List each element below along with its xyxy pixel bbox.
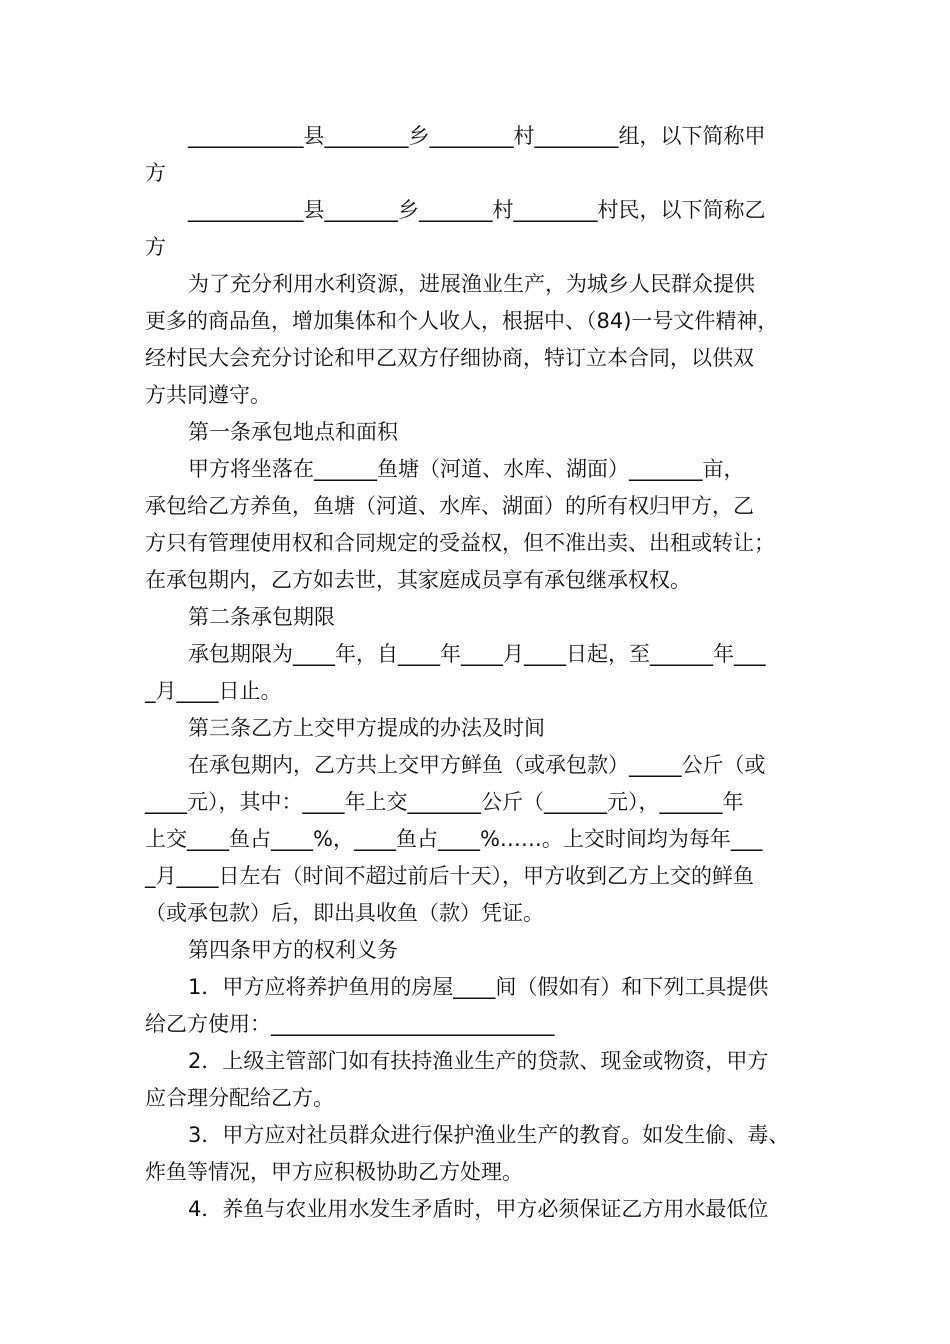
- article-3-line: 在承包期内，乙方共上交甲方鲜鱼（或承包款）_____公斤（或: [188, 753, 766, 777]
- article-1-line: 承包给乙方养鱼，鱼塘（河道、水库、湖面）的所有权归甲方，乙: [145, 494, 754, 518]
- preamble-line: 经村民大会充分讨论和甲乙双方仔细协商，特订立本合同，以供双: [145, 346, 754, 370]
- article-1-line: 甲方将坐落在______鱼塘（河道、水库、湖面）_______亩，: [188, 457, 745, 481]
- article-4-title: 第四条甲方的权利义务: [188, 938, 398, 962]
- article-1-title: 第一条承包地点和面积: [188, 420, 398, 444]
- party-a-line: ___________县________乡________村________组，以下简称甲: [188, 124, 766, 148]
- article-3-title: 第三条乙方上交甲方提成的办法及时间: [188, 716, 545, 740]
- article-2-title: 第二条承包期限: [188, 605, 335, 629]
- article-4-item-3-cont: 炸鱼等情况，甲方应积极协助乙方处理。: [145, 1160, 523, 1184]
- article-1-line: 方只有管理使用权和合同规定的受益权，但不准出卖、出租或转让；: [145, 531, 775, 555]
- party-b-line-cont: 方: [145, 235, 166, 259]
- article-4-item-1-cont: 给乙方使用：___________________________: [145, 1012, 555, 1036]
- article-4-item-1: 1．甲方应将养护鱼用的房屋____间（假如有）和下列工具提供: [188, 975, 769, 999]
- party-a-line-cont: 方: [145, 161, 166, 185]
- article-3-line: _月____日左右（时间不超过前后十天），甲方收到乙方上交的鲜鱼: [145, 864, 754, 888]
- article-4-item-3: 3．甲方应对社员群众进行保护渔业生产的教育。如发生偷、毒、: [188, 1123, 790, 1147]
- party-b-line: ___________县_______乡_______村________村民，以下简称乙: [188, 198, 766, 222]
- article-3-line: （或承包款）后，即出具收鱼（款）凭证。: [145, 901, 544, 925]
- preamble-line: 方共同遵守。: [145, 383, 271, 407]
- preamble-line: 为了充分利用水利资源，进展渔业生产，为城乡人民群众提供: [188, 272, 755, 296]
- article-2-line: 承包期限为____年，自____年____月____日起，至______年___: [188, 642, 766, 666]
- article-3-line: ____元），其中：____年上交_______公斤（______元），______年: [145, 790, 744, 814]
- article-4-item-4: 4．养鱼与农业用水发生矛盾时，甲方必须保证乙方用水最低位: [188, 1197, 769, 1221]
- article-3-line: 上交____鱼占____%，____鱼占____%……。上交时间均为每年___: [145, 827, 763, 851]
- article-2-line: _月____日止。: [145, 679, 282, 703]
- article-1-line: 在承包期内，乙方如去世，其家庭成员享有承包继承权权。: [145, 568, 691, 592]
- article-4-item-2-cont: 应合理分配给乙方。: [145, 1086, 334, 1110]
- preamble-line: 更多的商品鱼，增加集体和个人收人，根据中、（84)一号文件精神，: [145, 309, 779, 333]
- article-4-item-2: 2．上级主管部门如有扶持渔业生产的贷款、现金或物资，甲方: [188, 1049, 769, 1073]
